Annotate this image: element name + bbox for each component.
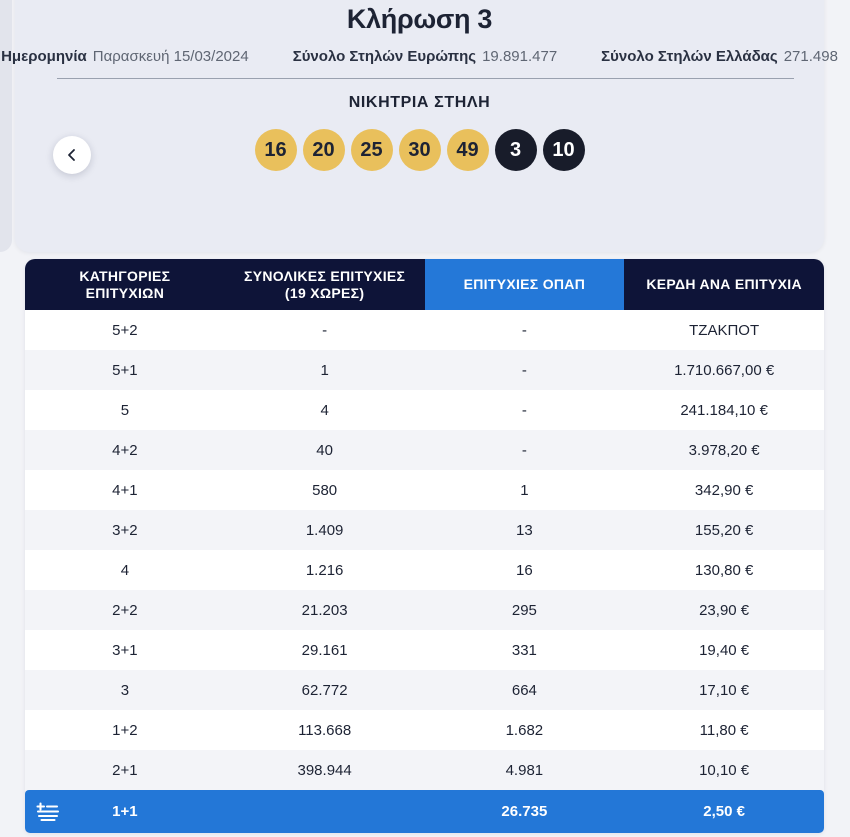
table-row <box>25 750 824 790</box>
total-wins-cell: 40 <box>316 441 333 459</box>
opap-wins-cell: 1.682 <box>505 721 544 739</box>
prize-cell: 155,20 € <box>694 521 754 539</box>
results-table-header <box>25 259 824 310</box>
divider <box>57 78 794 79</box>
category-cell: 1+2 <box>112 721 138 739</box>
prize-cell: 17,10 € <box>699 681 750 699</box>
category-cell: 4 <box>120 561 130 579</box>
total-wins-cell: 398.944 <box>297 761 352 779</box>
opap-wins-cell: 13 <box>516 521 533 539</box>
prize-cell: 241.184,10 € <box>680 401 768 419</box>
results-table <box>25 259 824 833</box>
table-row <box>25 390 824 430</box>
category-cell: 3+2 <box>112 521 138 539</box>
table-row <box>25 470 824 510</box>
winning-column-title: ΝΙΚΗΤΡΙΑ ΣΤΗΛΗ <box>348 94 491 111</box>
category-cell: 5+1 <box>112 361 138 379</box>
opap-wins-cell: 295 <box>511 601 537 619</box>
category-cell: 5+2 <box>112 321 138 339</box>
results-table-body <box>25 310 824 833</box>
category-cell: 1+1 <box>112 803 138 820</box>
chevron-left-icon <box>65 148 79 162</box>
opap-wins-cell: - <box>521 441 527 459</box>
prize-cell: 1.710.667,00 € <box>674 361 775 379</box>
europe-columns-total <box>293 48 557 65</box>
total-wins-cell <box>225 790 425 833</box>
opap-wins-cell: 1 <box>520 481 529 499</box>
total-wins-cell: 62.772 <box>301 681 348 699</box>
draw-date-label: Ημερομηνία <box>1 48 87 65</box>
europe-columns-label: Σύνολο Στηλών Ευρώπης <box>292 48 477 65</box>
total-wins-cell: 21.203 <box>301 601 348 619</box>
table-row <box>25 430 824 470</box>
total-wins-cell: 1.216 <box>305 561 344 579</box>
total-wins-cell: 580 <box>312 481 338 499</box>
category-cell: 4+2 <box>112 441 138 459</box>
opap-wins-cell: 26.735 <box>501 803 548 820</box>
table-row <box>25 670 824 710</box>
table-row <box>25 630 824 670</box>
opap-wins-cell: 4.981 <box>505 761 544 779</box>
total-wins-cell: 1.409 <box>305 521 344 539</box>
header-opap-wins[interactable]: ΕΠΙΤΥΧΙΕΣ ΟΠΑΠ <box>425 259 625 310</box>
opap-wins-cell: - <box>521 361 527 379</box>
header-prize-per-win[interactable]: ΚΕΡΔΗ ΑΝΑ ΕΠΙΤΥΧΙΑ <box>646 276 802 293</box>
greece-columns-value: 271.498 <box>783 48 838 65</box>
bonus-number-ball: 3 <box>495 129 537 171</box>
opap-wins-cell: - <box>521 321 527 339</box>
opap-wins-cell: - <box>521 401 527 419</box>
greece-columns-total <box>601 48 838 65</box>
draw-info-row <box>1 48 838 65</box>
total-wins-cell: 29.161 <box>301 641 348 659</box>
prize-cell: 19,40 € <box>699 641 750 659</box>
opap-wins-cell: 16 <box>516 561 533 579</box>
table-row <box>25 590 824 630</box>
winning-numbers-row <box>15 129 824 171</box>
header-total-wins[interactable]: ΣΥΝΟΛΙΚΕΣ ΕΠΙΤΥΧΙΕΣ (19 ΧΩΡΕΣ) <box>244 267 406 301</box>
prize-cell: 10,10 € <box>699 761 750 779</box>
table-row <box>25 550 824 590</box>
prize-cell: 23,90 € <box>699 601 750 619</box>
table-row <box>25 790 824 833</box>
table-row <box>25 350 824 390</box>
category-cell: 4+1 <box>112 481 138 499</box>
category-cell: 2+1 <box>112 761 138 779</box>
category-cell: 2+2 <box>112 601 138 619</box>
category-cell: 3+1 <box>112 641 138 659</box>
table-row <box>25 310 824 350</box>
table-row <box>25 710 824 750</box>
opap-wins-cell: 664 <box>511 681 537 699</box>
total-wins-cell: 113.668 <box>298 721 352 739</box>
prize-cell: 130,80 € <box>694 561 754 579</box>
prize-cell: 3.978,20 € <box>688 441 760 459</box>
winning-number-ball: 20 <box>303 129 345 171</box>
winning-number-ball: 49 <box>447 129 489 171</box>
draw-summary-card <box>1 0 838 252</box>
total-wins-cell: 4 <box>320 401 329 419</box>
greece-columns-label: Σύνολο Στηλών Ελλάδας <box>601 48 778 65</box>
category-cell: 5 <box>120 401 130 419</box>
carousel-prev-button[interactable] <box>53 136 91 174</box>
previous-draw-card-edge <box>0 0 12 252</box>
draw-date <box>1 48 249 65</box>
europe-columns-value: 19.891.477 <box>482 48 558 65</box>
prize-cell: 2,50 € <box>703 803 745 820</box>
winning-number-ball: 16 <box>255 129 297 171</box>
prize-cell: 342,90 € <box>694 481 754 499</box>
table-row <box>25 510 824 550</box>
winning-number-ball: 30 <box>399 129 441 171</box>
greek-flag-icon <box>36 790 60 833</box>
winning-number-ball: 25 <box>351 129 393 171</box>
prize-cell: 11,80 € <box>699 721 749 739</box>
prize-cell: ΤΖΑΚΠΟΤ <box>689 321 760 339</box>
bonus-number-ball: 10 <box>543 129 585 171</box>
draw-date-value: Παρασκευή 15/03/2024 <box>92 48 249 65</box>
category-cell: 3 <box>120 681 130 699</box>
header-categories[interactable]: ΚΑΤΗΓΟΡΙΕΣ ΕΠΙΤΥΧΙΩΝ <box>79 267 171 301</box>
draw-title: Κλήρωση 3 <box>346 4 493 34</box>
opap-wins-cell: 331 <box>511 641 537 659</box>
total-wins-cell: - <box>322 321 328 339</box>
total-wins-cell: 1 <box>320 361 329 379</box>
